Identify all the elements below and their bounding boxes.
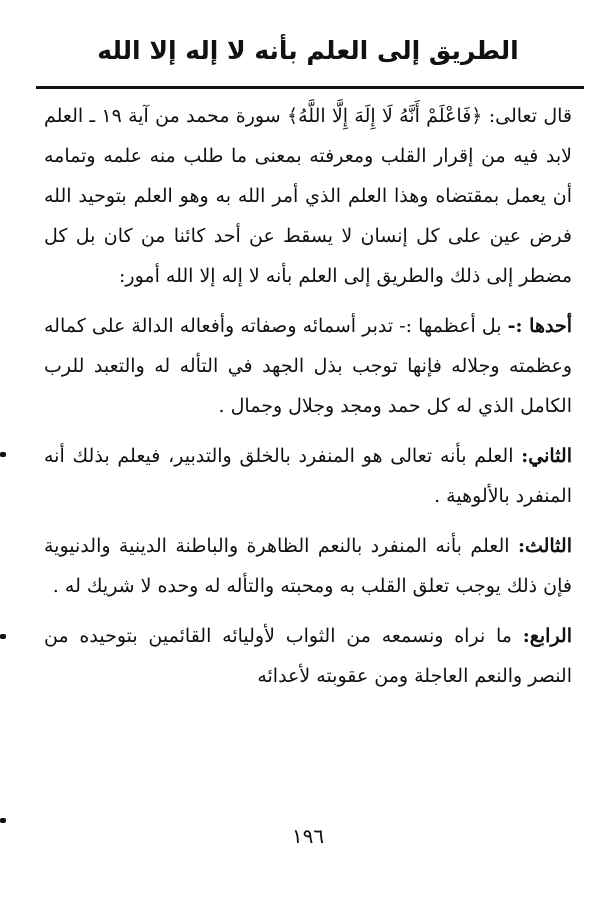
body-text <box>44 96 572 696</box>
scan-edge-mark <box>0 634 6 639</box>
quran-verse: ﴿فَاعْلَمْ أَنَّهُ لَا إِلَهَ إِلَّا اللَّهُ﴾ <box>286 105 483 127</box>
label-first: أحدها :- <box>507 315 572 337</box>
paragraph-gap <box>44 516 572 526</box>
running-title: الطريق إلى العلم بأنه لا إله إلا الله <box>97 36 519 65</box>
text-third: العلم بأنه المنفرد بالنعم الظاهرة والباطنة الدينية والدنيوية فإن ذلك يوجب تعلق القلب به ومحبته والتأله له وحده لا شريك له . <box>44 535 572 597</box>
text-fourth: ما نراه ونسمعه من الثواب لأوليائه القائمين بتوحيده من النصر والنعم العاجلة ومن عقوبته لأعدائه <box>44 625 572 687</box>
scan-edge-mark <box>0 818 6 823</box>
paragraph-third <box>44 526 572 606</box>
intro-continuation: سورة محمد من آية ١٩ ـ العلم لابد فيه من إقرار القلب ومعرفته بمعنى ما طلب منه علمه وتمامه أن يعمل بمقتضاه وهذا العلم الذي أمر الله به وهو العلم بتوحيد الله فرض عين على كل إنسان لا يسقط عن أحد كائنا من كان بل كل مضطر إلى ذلك والطريق إلى العلم بأنه لا إله إلا الله أمور: <box>44 105 572 287</box>
scan-edge-mark <box>0 452 6 457</box>
label-second: الثاني: <box>521 445 572 467</box>
label-third: الثالث: <box>517 535 572 557</box>
page-number: ١٩٦ <box>291 824 325 848</box>
paragraph-intro <box>44 96 572 296</box>
label-fourth: الرابع: <box>522 625 572 647</box>
paragraph-fourth <box>44 616 572 696</box>
intro-text: قال تعالى: <box>482 105 572 127</box>
text-second: العلم بأنه تعالى هو المنفرد بالخلق والتدبير، فيعلم بذلك أنه المنفرد بالألوهية . <box>44 445 572 507</box>
text-first: بل أعظمها :- تدبر أسمائه وصفاته وأفعاله الدالة على كماله وعظمته وجلاله فإنها توجب بذل الجهد في التأله له والتعبد للرب الكامل الذي له كل حمد ومجد وجلال وجمال . <box>44 315 572 417</box>
paragraph-gap <box>44 296 572 306</box>
paragraph-second <box>44 436 572 516</box>
paragraph-gap <box>44 606 572 616</box>
header-rule <box>36 86 584 89</box>
paragraph-first <box>44 306 572 426</box>
paragraph-gap <box>44 426 572 436</box>
